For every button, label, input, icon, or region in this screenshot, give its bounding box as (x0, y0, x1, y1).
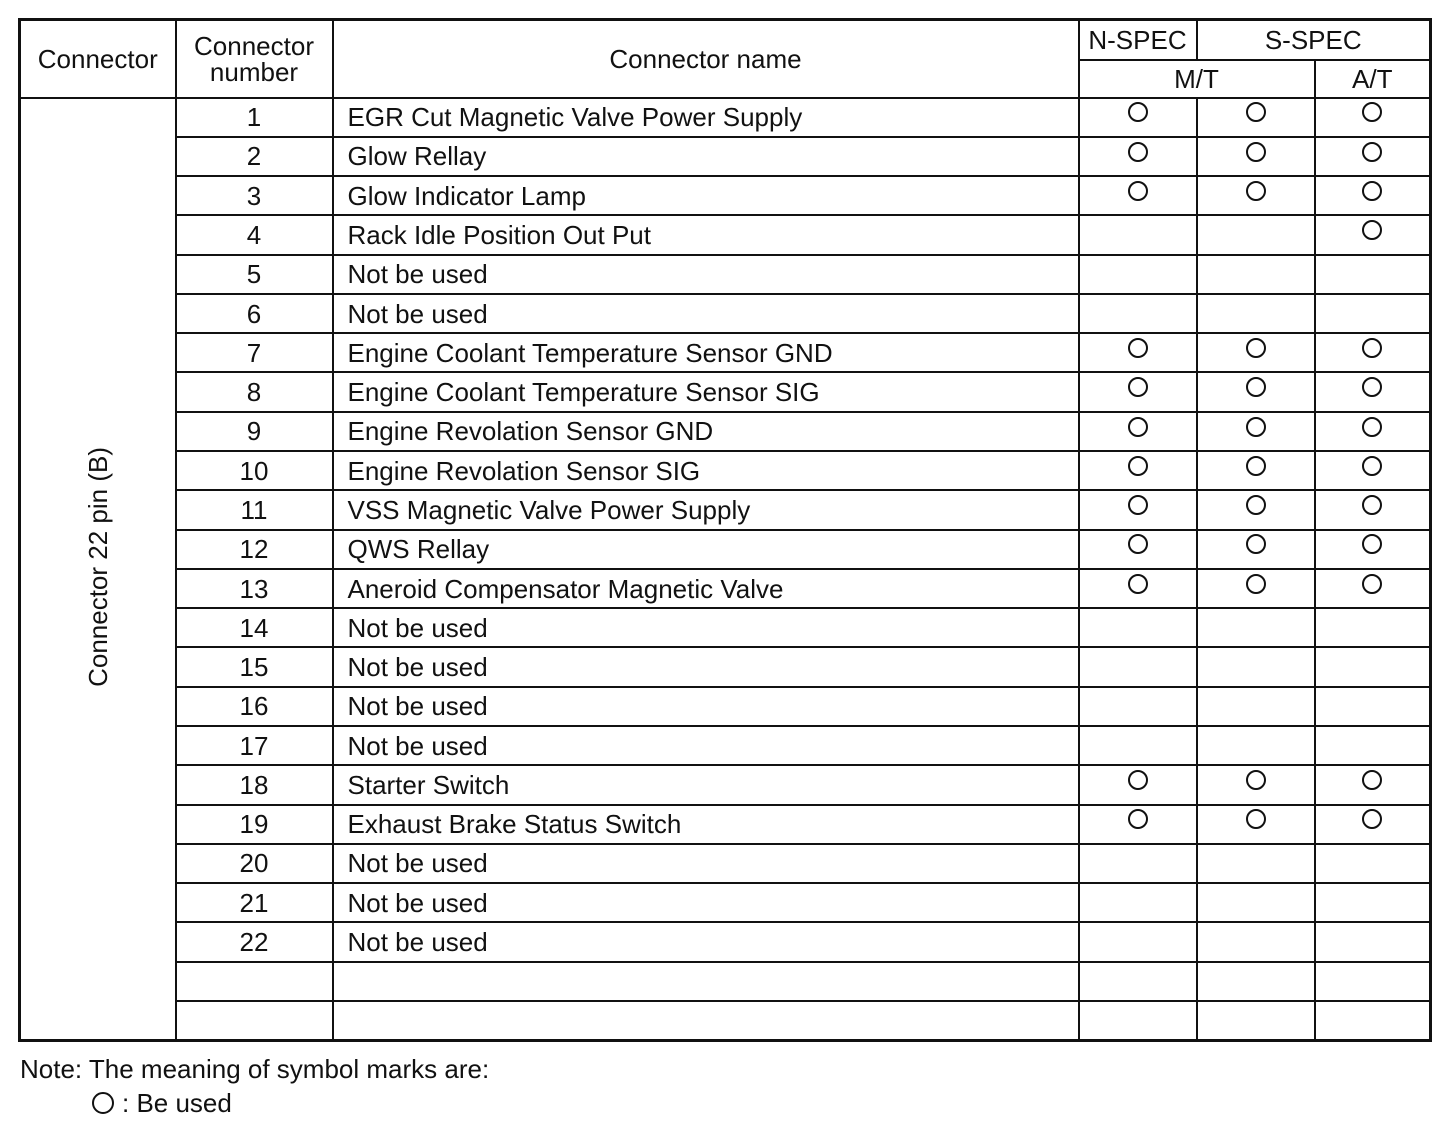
connector-number-cell: 14 (176, 608, 333, 647)
s-spec-mt-cell (1197, 726, 1315, 765)
circle-icon (1362, 417, 1382, 437)
n-spec-mt-cell (1079, 883, 1197, 922)
n-spec-mt-cell (1079, 451, 1197, 490)
header-n-spec: N-SPEC (1079, 20, 1197, 60)
circle-icon (92, 1092, 114, 1114)
s-spec-mt-cell (1197, 255, 1315, 294)
n-spec-mt-cell (1079, 1001, 1197, 1041)
connector-name-cell: QWS Rellay (333, 530, 1079, 569)
header-mt: M/T (1079, 60, 1315, 98)
n-spec-mt-cell (1079, 255, 1197, 294)
connector-number-cell: 10 (176, 451, 333, 490)
circle-icon (1128, 102, 1148, 122)
table-row (20, 215, 1431, 254)
connector-number-cell: 12 (176, 530, 333, 569)
circle-icon (1128, 456, 1148, 476)
s-spec-at-cell (1315, 765, 1431, 804)
s-spec-at-cell (1315, 490, 1431, 529)
circle-icon (1362, 495, 1382, 515)
s-spec-at-cell (1315, 726, 1431, 765)
s-spec-at-cell (1315, 687, 1431, 726)
circle-icon (1362, 142, 1382, 162)
circle-icon (1246, 102, 1266, 122)
table-row (20, 569, 1431, 608)
header-connector-number: Connector number (176, 20, 333, 98)
circle-icon (1128, 770, 1148, 790)
circle-icon (1128, 417, 1148, 437)
circle-icon (1128, 142, 1148, 162)
connector-number-cell: 2 (176, 137, 333, 176)
connector-name-cell: Not be used (333, 687, 1079, 726)
s-spec-mt-cell (1197, 98, 1315, 137)
n-spec-mt-cell (1079, 372, 1197, 411)
circle-icon (1128, 495, 1148, 515)
circle-icon (1362, 181, 1382, 201)
table-row (20, 687, 1431, 726)
s-spec-mt-cell (1197, 569, 1315, 608)
connector-number-cell: 17 (176, 726, 333, 765)
n-spec-mt-cell (1079, 647, 1197, 686)
connector-number-cell: 16 (176, 687, 333, 726)
s-spec-mt-cell (1197, 530, 1315, 569)
circle-icon (1362, 338, 1382, 358)
circle-icon (1362, 770, 1382, 790)
n-spec-mt-cell (1079, 530, 1197, 569)
s-spec-mt-cell (1197, 647, 1315, 686)
s-spec-mt-cell (1197, 333, 1315, 372)
s-spec-at-cell (1315, 805, 1431, 844)
n-spec-mt-cell (1079, 490, 1197, 529)
connector-number-cell: 5 (176, 255, 333, 294)
connector-name-cell: Engine Revolation Sensor SIG (333, 451, 1079, 490)
circle-icon (1246, 142, 1266, 162)
connector-name-cell: Engine Coolant Temperature Sensor SIG (333, 372, 1079, 411)
connector-table (18, 18, 1432, 1042)
circle-icon (1128, 574, 1148, 594)
circle-icon (1128, 338, 1148, 358)
connector-name-cell: Not be used (333, 294, 1079, 333)
s-spec-mt-cell (1197, 412, 1315, 451)
connector-number-cell: 6 (176, 294, 333, 333)
header-s-spec: S-SPEC (1197, 20, 1431, 60)
connector-number-cell: 1 (176, 98, 333, 137)
s-spec-at-cell (1315, 255, 1431, 294)
table-row (20, 255, 1431, 294)
circle-icon (1246, 770, 1266, 790)
s-spec-at-cell (1315, 647, 1431, 686)
table-row (20, 176, 1431, 215)
header-at: A/T (1315, 60, 1431, 98)
s-spec-at-cell (1315, 569, 1431, 608)
connector-group-cell (20, 98, 176, 1041)
connector-number-cell: 20 (176, 844, 333, 883)
s-spec-at-cell (1315, 215, 1431, 254)
n-spec-mt-cell (1079, 962, 1197, 1001)
connector-name-cell: Aneroid Compensator Magnetic Valve (333, 569, 1079, 608)
connector-name-cell: Not be used (333, 608, 1079, 647)
table-row (20, 530, 1431, 569)
s-spec-mt-cell (1197, 451, 1315, 490)
n-spec-mt-cell (1079, 726, 1197, 765)
connector-name-cell: Glow Rellay (333, 137, 1079, 176)
s-spec-mt-cell (1197, 490, 1315, 529)
circle-icon (1128, 181, 1148, 201)
legend-text: : Be used (122, 1088, 232, 1118)
s-spec-mt-cell (1197, 608, 1315, 647)
connector-number-cell: 7 (176, 333, 333, 372)
header-connector: Connector (20, 20, 176, 98)
table-row (20, 805, 1431, 844)
circle-icon (1246, 574, 1266, 594)
s-spec-at-cell (1315, 530, 1431, 569)
s-spec-mt-cell (1197, 844, 1315, 883)
table-body (20, 98, 1431, 1041)
table-row (20, 294, 1431, 333)
s-spec-mt-cell (1197, 883, 1315, 922)
s-spec-mt-cell (1197, 765, 1315, 804)
n-spec-mt-cell (1079, 844, 1197, 883)
s-spec-at-cell (1315, 412, 1431, 451)
connector-number-cell: 3 (176, 176, 333, 215)
n-spec-mt-cell (1079, 765, 1197, 804)
connector-number-cell: 4 (176, 215, 333, 254)
circle-icon (1362, 574, 1382, 594)
s-spec-mt-cell (1197, 215, 1315, 254)
table-row (20, 98, 1431, 137)
connector-name-cell: Engine Coolant Temperature Sensor GND (333, 333, 1079, 372)
circle-icon (1362, 102, 1382, 122)
n-spec-mt-cell (1079, 176, 1197, 215)
connector-number-cell: 19 (176, 805, 333, 844)
s-spec-at-cell (1315, 98, 1431, 137)
connector-name-cell: Engine Revolation Sensor GND (333, 412, 1079, 451)
s-spec-at-cell (1315, 1001, 1431, 1041)
connector-name-cell: VSS Magnetic Valve Power Supply (333, 490, 1079, 529)
circle-icon (1362, 377, 1382, 397)
connector-group-label: Connector 22 pin (B) (82, 446, 113, 687)
n-spec-mt-cell (1079, 608, 1197, 647)
n-spec-mt-cell (1079, 137, 1197, 176)
table-row (20, 765, 1431, 804)
connector-name-cell: Rack Idle Position Out Put (333, 215, 1079, 254)
circle-icon (1362, 809, 1382, 829)
connector-name-cell: Not be used (333, 844, 1079, 883)
s-spec-mt-cell (1197, 1001, 1315, 1041)
circle-icon (1362, 534, 1382, 554)
table-row (20, 137, 1431, 176)
table-row (20, 451, 1431, 490)
n-spec-mt-cell (1079, 569, 1197, 608)
table-row (20, 333, 1431, 372)
table-row (20, 647, 1431, 686)
s-spec-mt-cell (1197, 922, 1315, 961)
legend (20, 1086, 489, 1120)
header-connector-name: Connector name (333, 20, 1079, 98)
circle-icon (1246, 338, 1266, 358)
connector-name-cell (333, 1001, 1079, 1041)
circle-icon (1246, 181, 1266, 201)
s-spec-mt-cell (1197, 962, 1315, 1001)
circle-icon (1362, 220, 1382, 240)
n-spec-mt-cell (1079, 215, 1197, 254)
s-spec-mt-cell (1197, 176, 1315, 215)
s-spec-mt-cell (1197, 137, 1315, 176)
n-spec-mt-cell (1079, 805, 1197, 844)
connector-name-cell: Not be used (333, 883, 1079, 922)
n-spec-mt-cell (1079, 412, 1197, 451)
n-spec-mt-cell (1079, 98, 1197, 137)
header-row-1 (20, 20, 1431, 60)
circle-icon (1128, 809, 1148, 829)
circle-icon (1246, 377, 1266, 397)
table-row (20, 962, 1431, 1001)
circle-icon (1246, 456, 1266, 476)
s-spec-at-cell (1315, 608, 1431, 647)
circle-icon (1246, 534, 1266, 554)
table-row (20, 844, 1431, 883)
s-spec-at-cell (1315, 844, 1431, 883)
connector-name-cell: Not be used (333, 255, 1079, 294)
note-title: Note: The meaning of symbol marks are: (20, 1054, 490, 1084)
circle-icon (1362, 456, 1382, 476)
circle-icon (1246, 809, 1266, 829)
s-spec-at-cell (1315, 137, 1431, 176)
s-spec-at-cell (1315, 451, 1431, 490)
circle-icon (1128, 377, 1148, 397)
table-row (20, 412, 1431, 451)
connector-name-cell (333, 962, 1079, 1001)
connector-number-cell (176, 1001, 333, 1041)
table-row (20, 608, 1431, 647)
connector-number-cell: 18 (176, 765, 333, 804)
s-spec-mt-cell (1197, 372, 1315, 411)
n-spec-mt-cell (1079, 922, 1197, 961)
connector-number-cell: 8 (176, 372, 333, 411)
connector-number-cell: 9 (176, 412, 333, 451)
n-spec-mt-cell (1079, 333, 1197, 372)
table-row (20, 883, 1431, 922)
connector-name-cell: Starter Switch (333, 765, 1079, 804)
s-spec-at-cell (1315, 372, 1431, 411)
connector-number-cell: 11 (176, 490, 333, 529)
connector-name-cell: Not be used (333, 922, 1079, 961)
connector-name-cell: Not be used (333, 647, 1079, 686)
n-spec-mt-cell (1079, 294, 1197, 333)
connector-name-cell: Exhaust Brake Status Switch (333, 805, 1079, 844)
note (20, 1052, 489, 1120)
s-spec-at-cell (1315, 176, 1431, 215)
connector-number-cell: 15 (176, 647, 333, 686)
circle-icon (1246, 495, 1266, 515)
connector-name-cell: Not be used (333, 726, 1079, 765)
connector-number-cell: 13 (176, 569, 333, 608)
s-spec-mt-cell (1197, 687, 1315, 726)
table-row (20, 372, 1431, 411)
table-row (20, 490, 1431, 529)
circle-icon (1128, 534, 1148, 554)
circle-icon (1246, 417, 1266, 437)
connector-number-cell (176, 962, 333, 1001)
connector-number-cell: 21 (176, 883, 333, 922)
s-spec-at-cell (1315, 333, 1431, 372)
table-row (20, 726, 1431, 765)
table-row (20, 1001, 1431, 1041)
connector-name-cell: EGR Cut Magnetic Valve Power Supply (333, 98, 1079, 137)
n-spec-mt-cell (1079, 687, 1197, 726)
s-spec-at-cell (1315, 922, 1431, 961)
connector-number-cell: 22 (176, 922, 333, 961)
s-spec-at-cell (1315, 294, 1431, 333)
s-spec-at-cell (1315, 962, 1431, 1001)
s-spec-mt-cell (1197, 805, 1315, 844)
table-row (20, 922, 1431, 961)
s-spec-at-cell (1315, 883, 1431, 922)
connector-name-cell: Glow Indicator Lamp (333, 176, 1079, 215)
s-spec-mt-cell (1197, 294, 1315, 333)
